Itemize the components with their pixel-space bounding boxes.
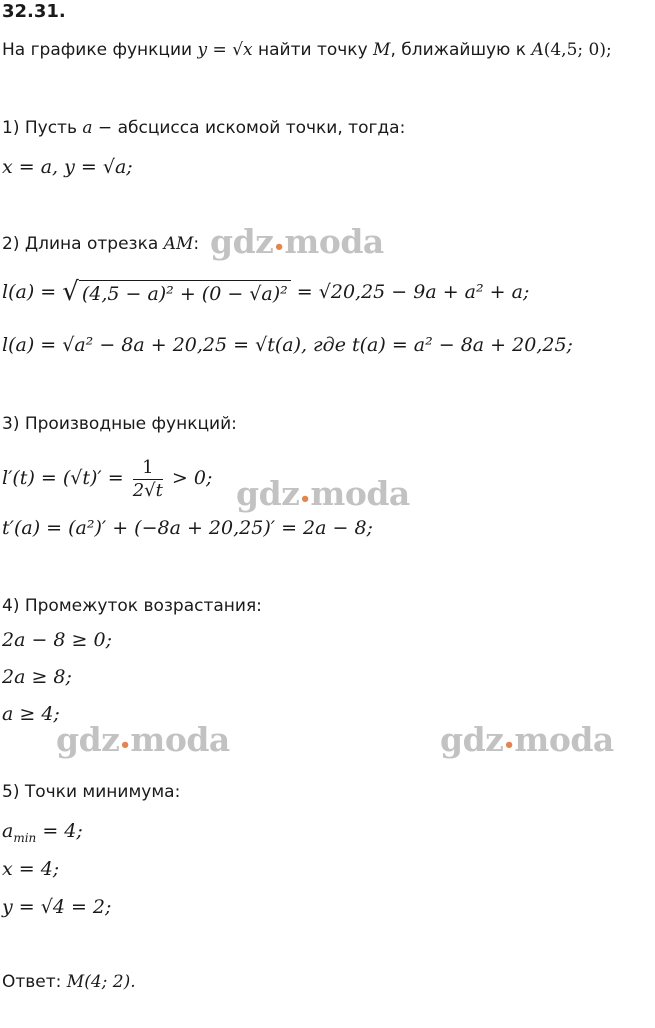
watermark: gdz•moda — [56, 720, 230, 759]
step5-equation-2: x = 4; — [2, 858, 60, 880]
watermark: gdz•moda — [210, 222, 384, 261]
step5-equation-3: y = √4 = 2; — [2, 896, 112, 918]
step4-equation-3: a ≥ 4; — [2, 703, 60, 725]
step3-equation-1: l′(t) = (√t)′ = $\frac{1}{2√t}$ > 0; — [2, 456, 213, 501]
step5-equation-1: $a_{min} = 4$; — [2, 820, 83, 845]
step2-equation-1: l(a) = √ (4,5 − a)² + (0 − √a)² = √20,25 − 9a + a² + a; — [2, 277, 530, 307]
step2-title: 2) Длина отрезка AM: — [2, 234, 200, 254]
derivative-fraction: $\frac{1}{2√t}$ — [132, 456, 163, 501]
watermark: gdz•moda — [440, 720, 614, 759]
step4-title: 4) Промежуток возрастания: — [2, 596, 262, 616]
answer: Ответ: M(4; 2). — [2, 972, 136, 992]
watermark: gdz•moda — [236, 474, 410, 513]
problem-number: 32.31. — [2, 1, 66, 22]
step4-equation-2: 2a ≥ 8; — [2, 666, 72, 688]
step5-title: 5) Точки минимума: — [2, 782, 181, 802]
problem-statement: На графике функции y = √x найти точку M, ближайшую к A(4,5; 0); — [2, 40, 612, 60]
step1-equation: x = a, y = √a; — [2, 156, 133, 178]
step1-title: 1) Пусть a − абсцисса искомой точки, тогда: — [2, 118, 406, 138]
step3-equation-2: t′(a) = (a²)′ + (−8a + 20,25)′ = 2a − 8; — [2, 517, 373, 539]
step4-equation-1: 2a − 8 ≥ 0; — [2, 629, 112, 651]
step2-equation-2: l(a) = √a² − 8a + 20,25 = √t(a), где t(a) = a² − 8a + 20,25; — [2, 334, 573, 356]
step3-title: 3) Производные функций: — [2, 414, 237, 434]
